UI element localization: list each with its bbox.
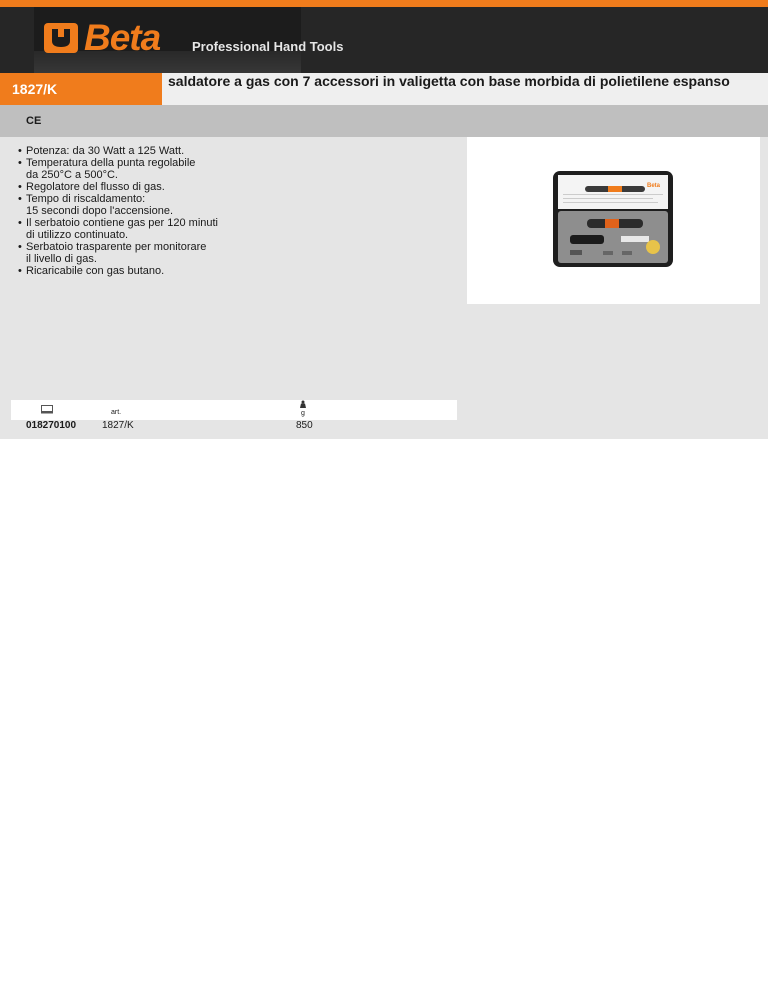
article-table — [11, 400, 457, 420]
row-weight: 850 — [296, 420, 313, 431]
barcode-icon — [41, 405, 53, 416]
product-title-area — [162, 73, 768, 105]
svg-text:Beta: Beta — [647, 183, 661, 189]
certification-bar — [0, 105, 768, 137]
beta-logo — [34, 7, 344, 73]
product-code: 1827/K — [12, 81, 58, 97]
weight-icon — [299, 400, 307, 410]
top-accent-line — [0, 0, 768, 7]
row-art: 1827/K — [102, 420, 134, 431]
row-code: 018270100 — [26, 420, 77, 431]
feature-item-continued: il livello di gas. — [26, 253, 97, 265]
feature-item: • Tempo di riscaldamento: — [18, 193, 318, 205]
feature-item-continued: 15 secondi dopo l'accensione. — [26, 205, 174, 217]
brand-tagline: Professional Hand Tools — [192, 39, 344, 54]
wrench-logo-icon — [42, 21, 82, 57]
header — [0, 7, 768, 73]
brand-name: Beta — [84, 17, 161, 58]
feature-item: • Il serbatoio contiene gas per 120 minuti — [18, 217, 318, 229]
product-title: saldatore a gas con 7 accessori in valigetta con base morbida di polietilene espanso — [168, 73, 730, 89]
header-art: art. — [111, 409, 122, 416]
soldering-kit-case-image — [467, 137, 760, 304]
header-weight: g — [301, 410, 305, 417]
feature-item: • Serbatoio trasparente per monitorare — [18, 241, 318, 253]
feature-item: • Potenza: da 30 Watt a 125 Watt. — [18, 145, 318, 157]
product-details — [0, 137, 768, 439]
product-photo — [467, 137, 760, 304]
feature-item-continued: di utilizzo continuato. — [26, 229, 129, 241]
product-code-bar — [0, 73, 162, 105]
ce-mark: CE — [26, 115, 42, 127]
feature-list — [18, 145, 318, 277]
feature-item: • Regolatore del flusso di gas. — [18, 181, 318, 193]
feature-item: • Temperatura della punta regolabile — [18, 157, 318, 169]
feature-item-continued: da 250°C a 500°C. — [26, 169, 118, 181]
feature-item: • Ricaricabile con gas butano. — [18, 265, 318, 277]
